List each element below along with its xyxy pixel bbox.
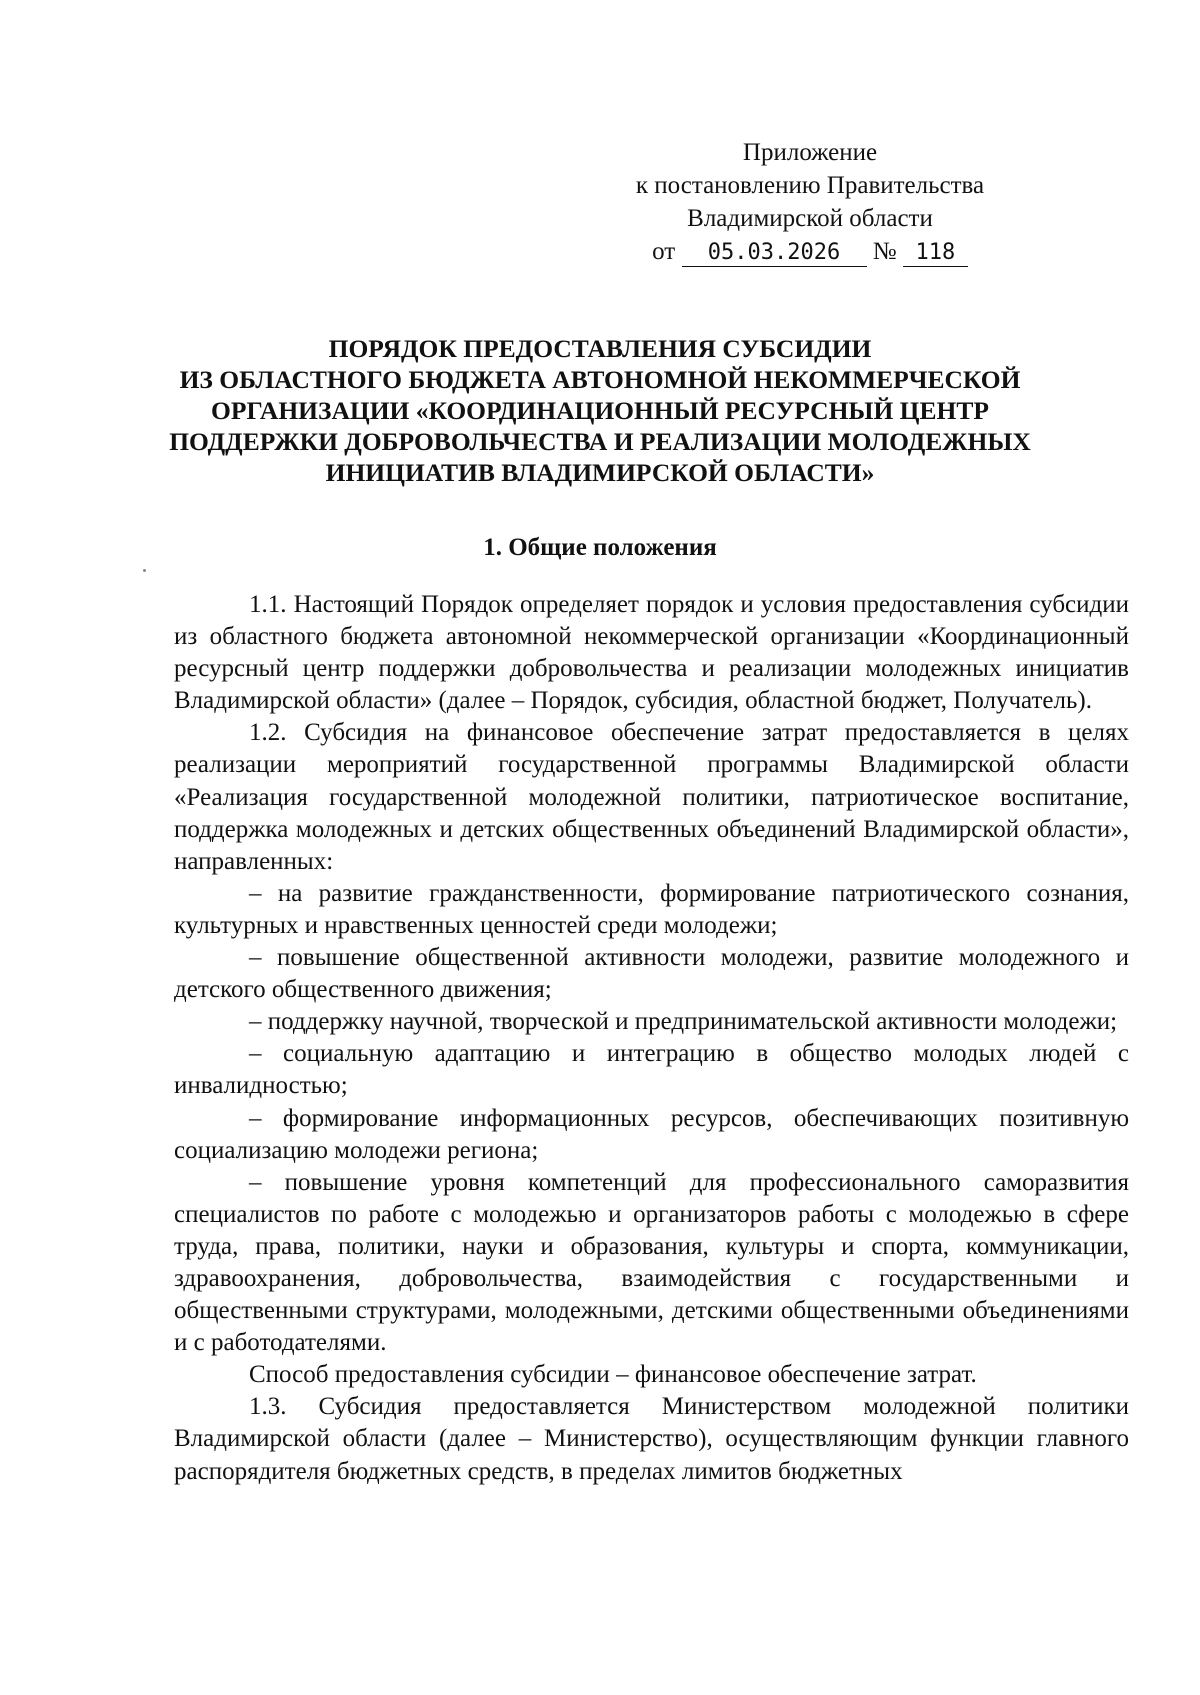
appendix-resolution-ref: к постановлению Правительства [635, 172, 985, 199]
title-line: ОРГАНИЗАЦИИ «КООРДИНАЦИОННЫЙ РЕСУРСНЫЙ ЦЕНТР [211, 396, 989, 425]
appendix-block [600, 136, 1020, 268]
list-item: – повышение уровня компетенций для профессионального саморазвития специалистов по работе с молодежью и организаторов работы с молодежью в сфере труда, права, политики, науки и образования, культуры и спорта, коммуникации, здравоохранения, добровольчества, взаимодействия с государственными и общественными структурами, молодежными, детскими общественными объединениями и с работодателями. [174, 1168, 1129, 1357]
paragraph: Способ предоставления субсидии – финансовое обеспечение затрат. [249, 1361, 977, 1389]
list-item: – социальную адаптацию и интеграцию в общество молодых людей с инвалидностью; [174, 1040, 1129, 1100]
title-line: ИНИЦИАТИВ ВЛАДИМИРСКОЙ ОБЛАСТИ» [325, 458, 875, 487]
appendix-date-line [600, 235, 1020, 268]
scan-speck [143, 569, 146, 572]
list-item: – формирование информационных ресурсов, обеспечивающих позитивную социализацию молодежи региона; [174, 1104, 1129, 1164]
section-heading: 1. Общие положения [483, 534, 717, 561]
section-body [174, 589, 1129, 1488]
date-prefix: от [652, 238, 676, 265]
paragraph: 1.2. Субсидия на финансовое обеспечение затрат предоставляется в целях реализации мероприятий государственной программы Владимирской области «Реализация государственной молодежной политики, патриотическое воспитание, поддержка молодежных и детских общественных объединений Владимирской области», направленных: [174, 719, 1129, 875]
resolution-date: 05.03.2026 [682, 240, 867, 267]
appendix-label: Приложение [742, 139, 878, 166]
appendix-region: Владимирской области [687, 205, 933, 232]
title-line: ИЗ ОБЛАСТНОГО БЮДЖЕТА АВТОНОМНОЙ НЕКОММЕРЧЕСКОЙ [179, 365, 1021, 394]
list-item: – поддержку научной, творческой и предпринимательской активности молодежи; [249, 1008, 1118, 1036]
paragraph: 1.1. Настоящий Порядок определяет порядок и условия предоставления субсидии из областного бюджета автономной некоммерческой организации «Координационный ресурсный центр поддержки добровольчества и реализации молодежных инициатив Владимирской области» (далее – Порядок, субсидия, областной бюджет, Получатель). [174, 591, 1129, 715]
number-prefix: № [872, 238, 897, 265]
title-line: ПОДДЕРЖКИ ДОБРОВОЛЬЧЕСТВА И РЕАЛИЗАЦИИ МОЛОДЕЖНЫХ [169, 427, 1031, 456]
paragraph: 1.3. Субсидия предоставляется Министерством молодежной политики Владимирской области (далее – Министерство), осуществляющим функции главного распорядителя бюджетных средств, в пределах лимитов бюджетных [174, 1393, 1129, 1485]
document-title [150, 333, 1050, 488]
title-line: ПОРЯДОК ПРЕДОСТАВЛЕНИЯ СУБСИДИИ [328, 334, 872, 363]
list-item: – повышение общественной активности молодежи, развитие молодежного и детского общественного движения; [174, 944, 1129, 1004]
list-item: – на развитие гражданственности, формирование патриотического сознания, культурных и нравственных ценностей среди молодежи; [174, 879, 1129, 939]
resolution-number: 118 [903, 240, 968, 267]
